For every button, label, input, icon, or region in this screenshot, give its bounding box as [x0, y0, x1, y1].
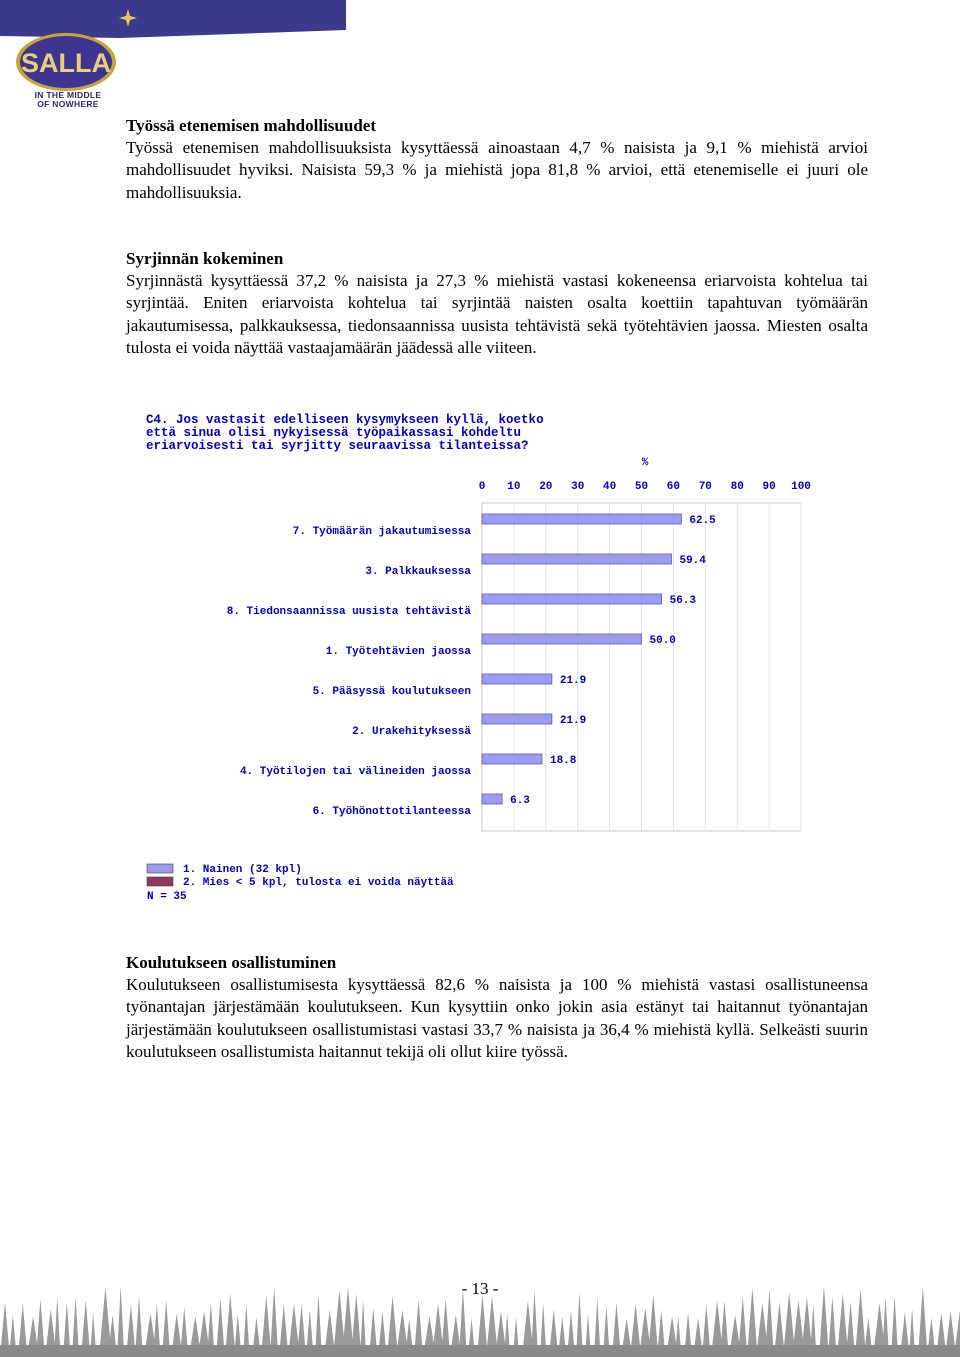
x-tick-label: 100 — [791, 481, 811, 493]
x-tick-label: 40 — [602, 481, 617, 493]
bar — [482, 634, 642, 644]
bar — [482, 554, 671, 564]
x-tick-label: 50 — [634, 481, 649, 493]
category-label: 6. Työhönottotilanteessa — [312, 806, 471, 818]
bar-value-label: 56.3 — [669, 595, 697, 607]
bar — [482, 794, 502, 804]
bar — [482, 754, 542, 764]
category-label: 5. Pääsyssä koulutukseen — [312, 686, 471, 698]
legend-label: 2. Mies < 5 kpl, tulosta ei voida näyttää — [183, 877, 454, 889]
section-body: Koulutukseen osallistumisesta kysyttäessä 82,6 % naisista ja 100 % miehistä vastasi osallistuneensa työnantajan järjestämään koulutukseen. Kun kysyttiin onko jokin asia estänyt tai haitannut työnantajan järjestämään koulutukseen osallistumistasi vastasi 33,7 % naisista ja 36,4 % miehistä kyllä. Selkeästi suurin koulutukseen osallistumista haitannut tekijä oli ollut kiire työssä. — [126, 975, 868, 1061]
logo-tagline — [22, 91, 114, 109]
logo-name: SALLA — [21, 48, 111, 78]
bar — [482, 514, 681, 524]
category-label: 2. Urakehityksessä — [352, 726, 471, 738]
bar — [482, 714, 552, 724]
forest-silhouette — [0, 1277, 960, 1357]
discrimination-bar-chart — [140, 405, 820, 905]
section-career-advancement — [126, 115, 868, 204]
logo-tagline-line1: IN THE MIDDLE — [34, 90, 102, 100]
x-tick-label: 90 — [762, 481, 776, 493]
x-tick-label: 0 — [478, 481, 486, 493]
category-label: 4. Työtilojen tai välineiden jaossa — [239, 766, 471, 778]
legend-swatch — [147, 864, 173, 873]
section-body: Syrjinnästä kysyttäessä 37,2 % naisista ja 27,3 % miehistä vastasi kokeneensa eriarvoista kohtelua tai syrjintää. Eniten eriarvoista kohtelua tai syrjintää naisten osalta koettiin tapahtuvan työmäärän jakautumisessa, palkkauksessa, tiedonsaannissa uusista tehtävistä sekä työtehtävien jaossa. Miesten osalta tulosta ei voida näyttää vastaajamäärän jäädessä alle viiteen. — [126, 271, 868, 357]
section-heading: Syrjinnän kokeminen — [126, 249, 284, 268]
bar — [482, 674, 552, 684]
bar-value-label: 62.5 — [689, 515, 716, 527]
chart-footnote: N = 35 — [147, 891, 187, 903]
legend-swatch — [147, 877, 173, 886]
x-tick-label: 80 — [730, 481, 744, 493]
section-heading: Koulutukseen osallistuminen — [126, 953, 337, 972]
page-number: - 13 - — [461, 1279, 499, 1298]
section-training — [126, 952, 868, 1063]
bar-value-label: 59.4 — [679, 555, 706, 567]
category-label: 3. Palkkauksessa — [365, 566, 471, 578]
bar-value-label: 6.3 — [510, 795, 530, 807]
x-tick-label: 70 — [698, 481, 712, 493]
bar-value-label: 50.0 — [649, 635, 676, 647]
section-body: Työssä etenemisen mahdollisuuksista kysyttäessä ainoastaan 4,7 % naisista ja 9,1 % miehistä arvioi mahdollisuudet hyviksi. Naisista 59,3 % ja miehistä jopa 81,8 % arvioi, että etenemiselle ei juuri ole mahdollisuuksia. — [126, 138, 868, 202]
ground-strip — [0, 1345, 960, 1357]
x-tick-label: 20 — [539, 481, 553, 493]
bar-value-label: 18.8 — [549, 755, 577, 767]
chart-title-line: C4. Jos vastasit edelliseen kysymykseen kyllä, koetko — [146, 413, 544, 427]
x-tick-label: 10 — [507, 481, 521, 493]
bar — [482, 594, 662, 604]
logo-tagline-line2: OF NOWHERE — [37, 99, 99, 109]
legend-label: 1. Nainen (32 kpl) — [183, 864, 302, 876]
x-axis-label: % — [641, 457, 649, 469]
category-label: 7. Työmäärän jakautumisessa — [292, 526, 471, 538]
section-discrimination — [126, 248, 868, 359]
category-label: 8. Tiedonsaannissa uusista tehtävistä — [226, 606, 471, 618]
x-tick-label: 60 — [666, 481, 681, 493]
chart-title-line: että sinua olisi nykyisessä työpaikassasi kohdeltu — [146, 426, 522, 440]
bar-value-label: 21.9 — [559, 715, 587, 727]
chart-title-line: eriarvoisesti tai syrjitty seuraavissa tilanteissa? — [146, 439, 529, 453]
x-tick-label: 30 — [571, 481, 585, 493]
category-label: 1. Työtehtävien jaossa — [325, 646, 471, 658]
section-heading: Työssä etenemisen mahdollisuudet — [126, 116, 376, 135]
bar-value-label: 21.9 — [559, 675, 587, 687]
